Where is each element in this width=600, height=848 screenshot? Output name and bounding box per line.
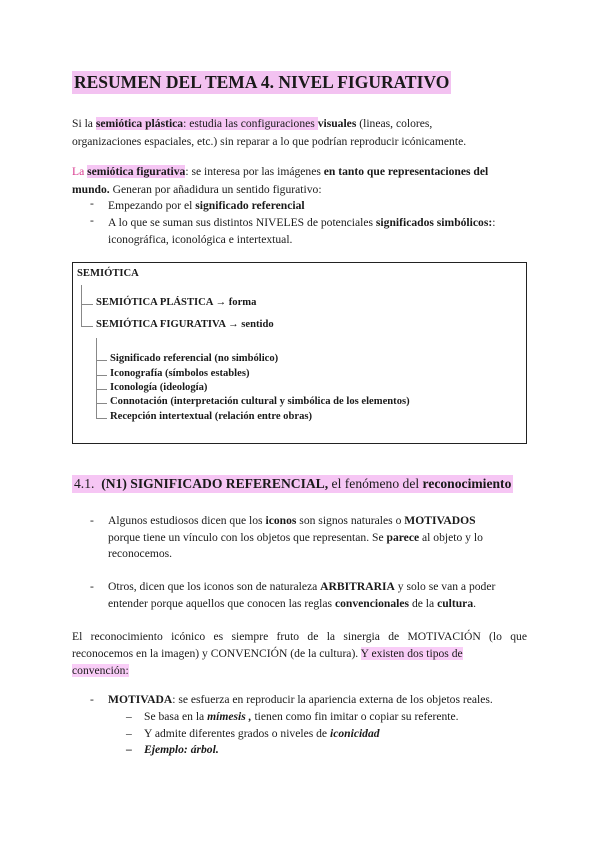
text-run: : se esfuerza en reproducir la apariencia externa de los objetos reales. [172,693,493,706]
list-item [108,214,495,232]
list-item [108,512,476,530]
tree-connector [96,389,107,390]
dash-bullet: - [90,514,94,527]
bold-term: parece [386,531,420,544]
bold-term: reconocimiento [422,476,512,491]
text-run: Si la [72,117,96,130]
bold-term: ARBITRARIA [320,580,395,593]
text-run: Generan por añadidura un sentido figurativo: [109,183,322,196]
text-run: (lineas, colores, [356,117,433,130]
tree-branch-plastica: SEMIÓTICA PLÁSTICA → forma [96,297,257,308]
tree-leaf: Recepción intertextual (relación entre obras) [110,411,313,422]
text-run: Se basa en la [144,710,208,723]
tree-connector [96,338,97,418]
text-run: y solo se van a poder [394,580,496,593]
sub-list-item [144,708,459,726]
paragraph-semiotica-plastica-line2: organizaciones espaciales, etc.) sin reparar a lo que podrían reproducir icónicamente. [72,135,467,148]
tree-connector [96,375,107,376]
bold-term: iconos [265,514,297,527]
dash-bullet: – [126,727,132,740]
tree-connector [81,285,82,327]
bold-term: en tanto que representaciones del [323,165,489,178]
bold-term: MOTIVADA [108,693,173,706]
tree-connector [81,304,93,305]
text-run: tienen como fin imitar o copiar su referente. [251,710,459,723]
tree-leaf: Significado referencial (no simbólico) [110,353,279,364]
paragraph-semiotica-figurativa-line1 [72,163,488,181]
text-run: al objeto y lo [419,531,483,544]
bold-term: significados simbólicos: [375,216,493,229]
text-run: Empezando por el [108,199,196,212]
tree-connector [96,403,107,404]
text-run: A lo que se suman sus distintos NIVELES de potenciales [108,216,376,229]
bold-term: mundo. [72,183,110,196]
bold-term: convencionales [334,597,410,610]
text-run: Y admite diferentes grados o niveles de [144,727,330,740]
dash-bullet: - [90,197,94,210]
text-run: Algunos estudiosos dicen que los [108,514,266,527]
text-run: reconocemos en la imagen) y CONVENCIÓN (de la cultura). [72,647,361,660]
bold-term: significado referencial [195,199,305,212]
text-run: : [492,216,496,229]
paragraph-semiotica-plastica-line1 [72,115,432,133]
tree-leaf: Connotación (interpretación cultural y simbólica de los elementos) [110,396,410,407]
list-item-continuation: iconográfica, iconológica e intertextual. [108,233,293,246]
tree-connector [96,360,107,361]
dash-bullet: - [90,214,94,227]
tree-connector [81,326,93,327]
text-run: porque tiene un vínculo con los objetos que representan. Se [108,531,387,544]
text-run: el fenómeno del [328,476,423,491]
tree-connector [96,418,107,419]
list-item-continuation [108,595,476,613]
highlight-text: convención: [72,664,129,677]
list-item-continuation: reconocemos. [108,547,173,560]
tree-leaf: Iconografía (símbolos estables) [110,368,250,379]
tree-root: SEMIÓTICA [77,268,139,279]
page-title: RESUMEN DEL TEMA 4. NIVEL FIGURATIVO [74,72,450,92]
highlight-term: semiótica figurativa [87,165,186,178]
dash-bullet: – [126,710,132,723]
bold-term: (N1) SIGNIFICADO REFERENCIAL, [101,476,329,491]
text-run: La [72,165,88,178]
dash-bullet: - [90,693,94,706]
highlight-text: Y existen dos tipos de [360,647,463,660]
section-heading-4-1 [72,475,513,493]
bold-italic-term: mímesis , [207,710,252,723]
bold-italic-term: iconicidad [329,727,380,740]
tree-leaf: Iconología (ideología) [110,382,208,393]
paragraph-reconocimiento-line2 [72,645,463,663]
paragraph-reconocimiento-line3 [72,662,129,680]
text-run: . [473,597,477,610]
text-run: : se interesa por las imágenes [185,165,324,178]
text-run: de la [409,597,438,610]
list-item [108,578,495,596]
section-number: 4.1. [74,476,95,491]
sub-list-item: Ejemplo: árbol. [144,743,219,756]
highlight-text: : estudia las configuraciones [183,117,318,130]
bold-term: visuales [317,117,357,130]
bold-term: MOTIVADOS [404,514,476,527]
dash-bullet: - [90,580,94,593]
text-run: entender porque aquellos que conocen las reglas [108,597,335,610]
dash-bullet: – [126,743,132,756]
paragraph-reconocimiento-line1: El reconocimiento icónico es siempre fruto de la sinergia de MOTIVACIÓN (lo que [72,630,527,643]
list-item [108,691,493,709]
text-run: son signos naturales o [296,514,405,527]
highlight-term: semiótica plástica [95,117,184,130]
bold-term: cultura [437,597,474,610]
tree-branch-figurativa: SEMIÓTICA FIGURATIVA → sentido [96,319,274,330]
text-run: Otros, dicen que los iconos son de naturaleza [108,580,321,593]
list-item [108,197,305,215]
